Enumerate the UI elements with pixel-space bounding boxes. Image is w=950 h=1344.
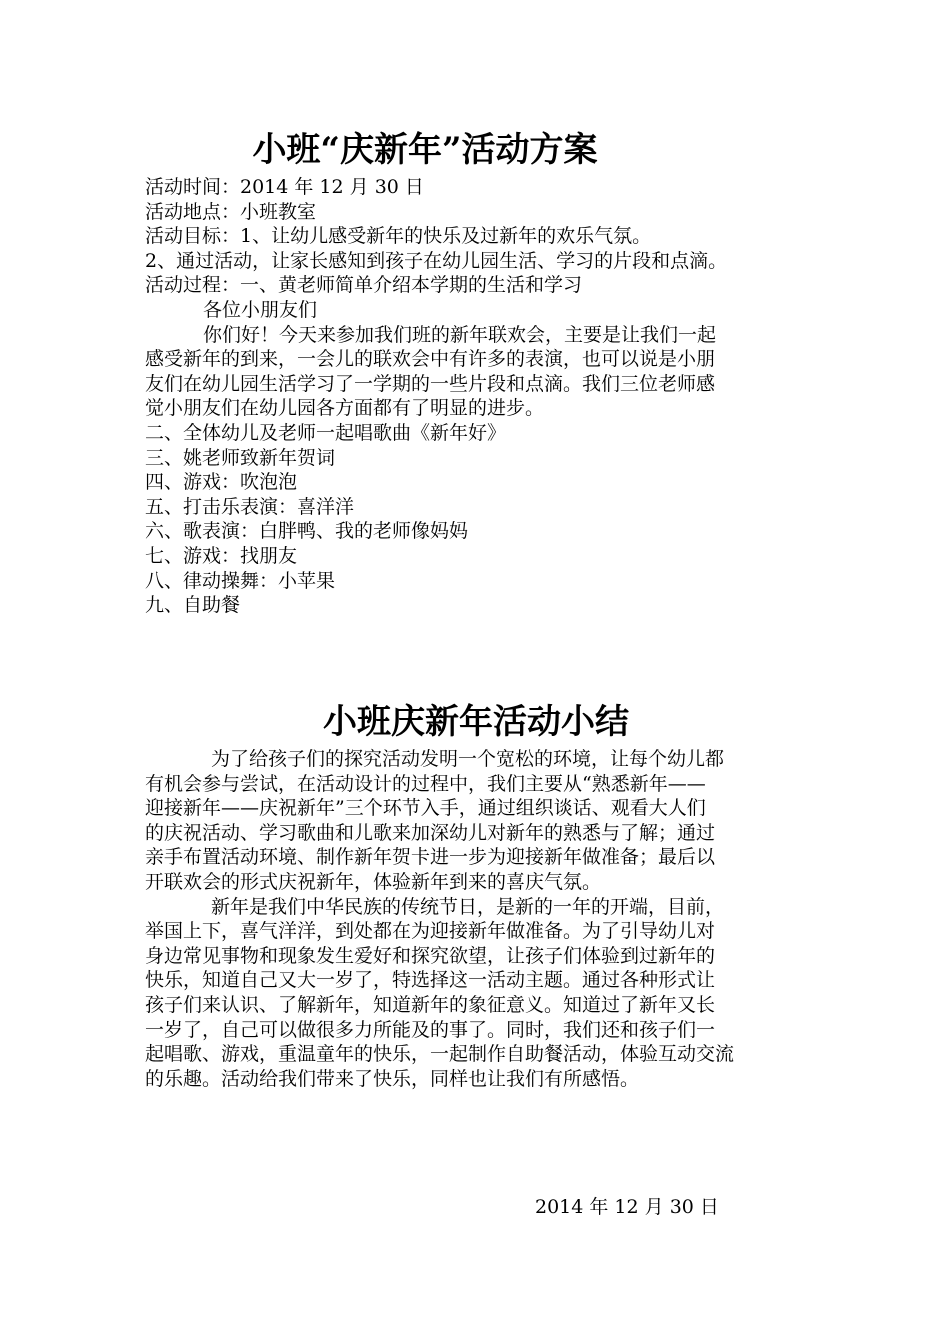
plan-step: 二、全体幼儿及老师一起唱歌曲《新年好》 <box>145 421 507 444</box>
plan-title: 小班“庆新年”活动方案 <box>252 130 598 170</box>
summary-date: 2014 年 12 月 30 日 <box>535 1196 719 1218</box>
summary-body <box>145 747 807 1091</box>
plan-step: 六、歌表演：白胖鸭、我的老师像妈妈 <box>145 520 469 543</box>
plan-time: 活动时间：2014 年 12 月 30 日 <box>145 176 424 198</box>
plan-process: 活动过程：一、黄老师简单介绍本学期的生活和学习 <box>145 274 583 297</box>
summary-para2-line: 身边常见事物和现象发生爱好和探究欲望，让孩子们体验到过新年的 <box>145 944 716 967</box>
plan-step: 三、姚老师致新年贺词 <box>145 446 336 469</box>
summary-para2-line: 举国上下，喜气洋洋，到处都在为迎接新年做准备。为了引导幼儿对 <box>145 920 716 943</box>
summary-para1-line: 迎接新年——庆祝新年”三个环节入手，通过组织谈话、观看大人们 <box>145 797 706 820</box>
summary-para1-line: 亲手布置活动环境、制作新年贺卡进一步为迎接新年做准备；最后以 <box>145 846 716 869</box>
summary-para1-line: 有机会参与尝试，在活动设计的过程中，我们主要从“熟悉新年—— <box>145 772 706 795</box>
summary-title: 小班庆新年活动小结 <box>323 702 629 742</box>
plan-goal-2: 2、通过活动，让家长感知到孩子在幼儿园生活、学习的片段和点滴。 <box>145 249 728 272</box>
summary-para1-line: 开联欢会的形式庆祝新年，体验新年到来的喜庆气氛。 <box>145 870 602 893</box>
plan-speech-line: 觉小朋友们在幼儿园各方面都有了明显的进步。 <box>145 397 545 420</box>
summary-para1-line: 的庆祝活动、学习歌曲和儿歌来加深幼儿对新年的熟悉与了解；通过 <box>145 821 716 844</box>
summary-para2-line: 快乐，知道自己又大一岁了，特选择这一活动主题。通过各种形式让 <box>145 969 716 992</box>
plan-step: 七、游戏：找朋友 <box>145 544 298 567</box>
plan-goal-1: 活动目标：1、让幼儿感受新年的快乐及过新年的欢乐气氛。 <box>145 225 652 248</box>
plan-step: 四、游戏：吹泡泡 <box>145 471 298 494</box>
plan-step: 九、自助餐 <box>145 594 241 617</box>
summary-para2-line: 孩子们来认识、了解新年，知道新年的象征意义。知道过了新年又长 <box>145 993 716 1016</box>
summary-para2-line: 一岁了，自己可以做很多力所能及的事了。同时，我们还和孩子们一 <box>145 1018 716 1041</box>
plan-step: 五、打击乐表演：喜洋洋 <box>145 495 355 518</box>
plan-speech-line: 感受新年的到来，一会儿的联欢会中有许多的表演，也可以说是小朋 <box>145 348 716 371</box>
plan-body <box>145 175 807 618</box>
summary-para2-line: 的乐趣。活动给我们带来了快乐，同样也让我们有所感悟。 <box>145 1067 640 1090</box>
summary-para1-line: 为了给孩子们的探究活动发明一个宽松的环境，让每个幼儿都 <box>211 748 725 770</box>
summary-para2-line: 新年是我们中华民族的传统节日，是新的一年的开端，目前， <box>211 895 725 918</box>
plan-place: 活动地点：小班教室 <box>145 200 317 223</box>
plan-speech-line: 友们在幼儿园生活学习了一学期的一些片段和点滴。我们三位老师感 <box>145 372 716 395</box>
plan-greeting: 各位小朋友们 <box>203 298 318 321</box>
plan-step: 八、律动操舞：小苹果 <box>145 569 336 592</box>
summary-para2-line: 起唱歌、游戏，重温童年的快乐，一起制作自助餐活动，体验互动交流 <box>145 1043 735 1066</box>
plan-speech-line: 你们好！今天来参加我们班的新年联欢会，主要是让我们一起 <box>203 323 717 346</box>
